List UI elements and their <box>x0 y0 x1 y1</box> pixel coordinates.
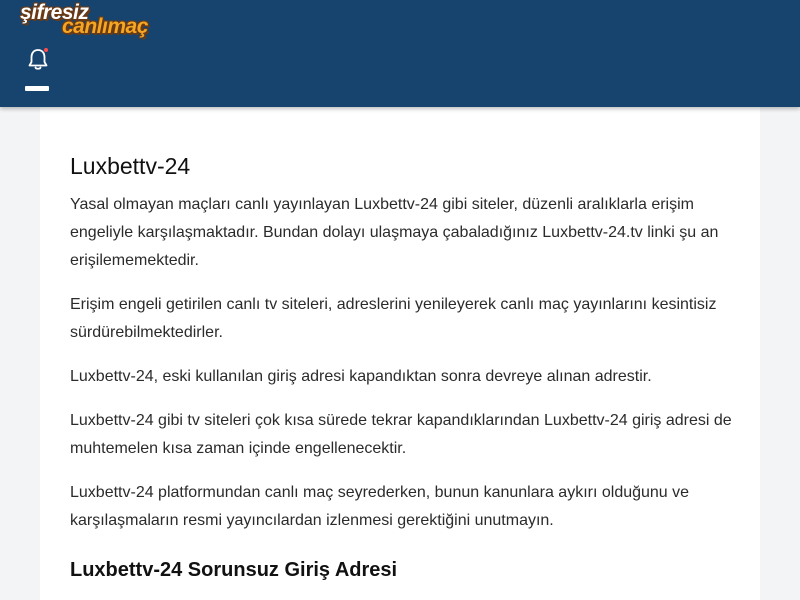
hamburger-menu-icon[interactable] <box>25 86 49 91</box>
article-paragraph: Erişim engeli getirilen canlı tv siteleri, adreslerini yenileyerek canlı maç yayınlarını kesintisiz sürdürebilmektedirler. <box>70 296 717 341</box>
article-paragraph: Luxbettv-24 platformundan canlı maç seyrederken, bunun kanunlara aykırı olduğunu ve karşılaşmaların resmi yayıncılardan izlenmesi gerektiğini unutmayın. <box>70 484 690 529</box>
notification-dot <box>44 48 48 52</box>
logo-text-bottom: canlımaç <box>62 15 148 38</box>
site-header <box>0 0 800 107</box>
section-heading: Luxbettv-24 Sorunsuz Giriş Adresi <box>70 559 398 581</box>
article-paragraph: Yasal olmayan maçları canlı yayınlayan Luxbettv-24 gibi siteler, düzenli aralıklarla erişim engeliyle karşılaşmaktadır. Bundan dolayı ulaşmaya çabaladığınız Luxbettv-24.tv linki şu an erişilememektedir. <box>70 196 719 269</box>
logo-text-top: şifresiz <box>20 1 89 24</box>
article-paragraph: Luxbettv-24, eski kullanılan giriş adresi kapandıktan sonra devreye alınan adrestir. <box>70 368 652 385</box>
article-card <box>40 107 760 600</box>
page-title: Luxbettv-24 <box>70 153 191 179</box>
article-paragraph: Luxbettv-24 gibi tv siteleri çok kısa sürede tekrar kapandıklarından Luxbettv-24 giriş adresi de muhtemelen kısa zaman içinde engellenecektir. <box>70 412 732 457</box>
